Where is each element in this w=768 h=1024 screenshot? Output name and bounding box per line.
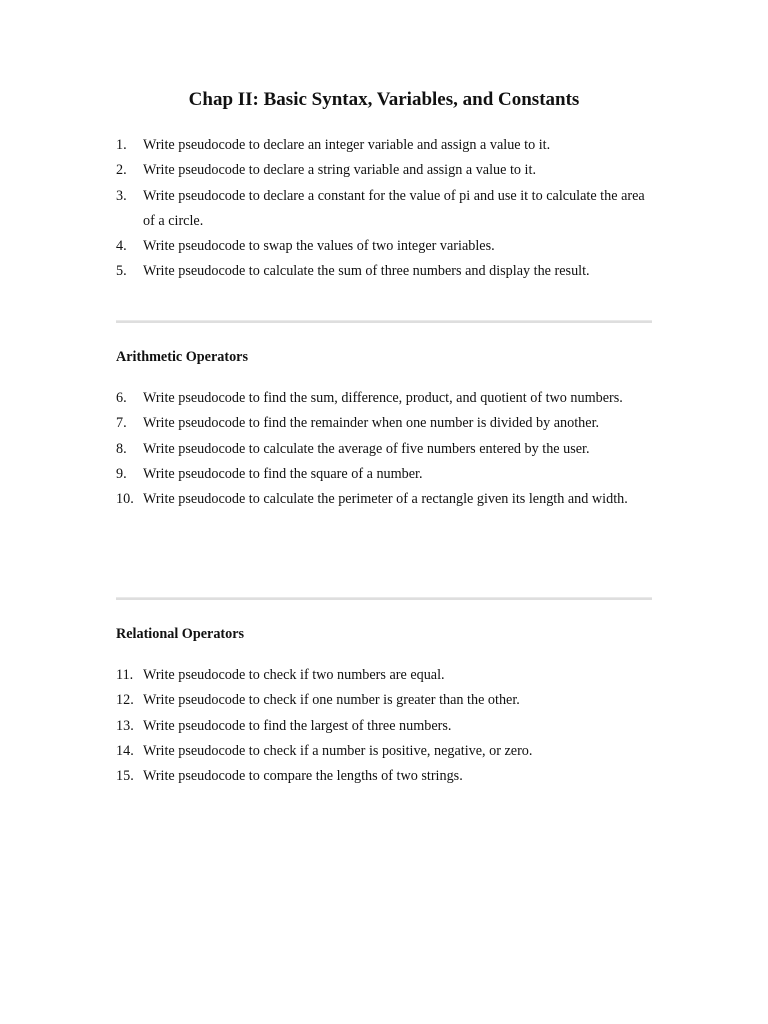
item-text: Write pseudocode to calculate the perimeter of a rectangle given its length and width. — [143, 491, 628, 508]
item-text: Write pseudocode to declare a constant for the value of pi and use it to calculate the area of a circle. — [143, 187, 645, 229]
item-text: Write pseudocode to find the largest of three numbers. — [143, 717, 452, 734]
item-text: Write pseudocode to find the square of a number. — [143, 465, 423, 482]
list-item — [116, 234, 652, 259]
item-text: Write pseudocode to check if one number is greater than the other. — [143, 692, 520, 709]
item-text: Write pseudocode to check if two numbers are equal. — [143, 667, 445, 683]
list-item — [116, 133, 652, 158]
list-item — [116, 259, 652, 284]
list-item — [116, 764, 652, 789]
item-number: 9. — [116, 465, 127, 482]
list-item — [116, 184, 652, 235]
item-number: 4. — [116, 238, 127, 255]
item-text: Write pseudocode to calculate the sum of three numbers and display the result. — [143, 263, 590, 280]
list-item — [116, 411, 652, 436]
item-number: 10. — [116, 491, 134, 508]
item-number: 12. — [116, 692, 134, 709]
question-list-arithmetic — [116, 386, 652, 512]
horizontal-divider — [116, 597, 652, 600]
item-number: 13. — [116, 717, 134, 734]
item-number: 5. — [116, 263, 127, 280]
item-number: 7. — [116, 415, 127, 432]
page-title: Chap II: Basic Syntax, Variables, and Constants — [188, 89, 580, 110]
item-text: Write pseudocode to compare the lengths of two strings. — [143, 768, 463, 785]
list-item — [116, 386, 652, 411]
list-item — [116, 437, 652, 462]
item-text: Write pseudocode to check if a number is positive, negative, or zero. — [143, 742, 533, 759]
list-item — [116, 688, 652, 713]
item-number: 3. — [116, 187, 127, 204]
question-list-relational — [116, 663, 652, 789]
list-item — [116, 739, 652, 764]
item-text: Write pseudocode to find the sum, difference, product, and quotient of two numbers. — [143, 390, 623, 406]
item-text: Write pseudocode to declare an integer variable and assign a value to it. — [143, 137, 551, 153]
question-list-basic-syntax — [116, 133, 652, 285]
item-number: 1. — [116, 137, 127, 153]
list-item — [116, 487, 652, 512]
item-text: Write pseudocode to find the remainder when one number is divided by another. — [143, 415, 600, 432]
section-heading-relational: Relational Operators — [116, 626, 245, 642]
item-number: 2. — [116, 162, 127, 179]
item-number: 6. — [116, 390, 127, 406]
item-text: Write pseudocode to calculate the average of five numbers entered by the user. — [143, 440, 590, 457]
horizontal-divider — [116, 320, 652, 323]
item-text: Write pseudocode to swap the values of two integer variables. — [143, 238, 495, 255]
item-number: 15. — [116, 768, 134, 785]
item-text: Write pseudocode to declare a string variable and assign a value to it. — [143, 162, 536, 179]
list-item — [116, 462, 652, 487]
item-number: 14. — [116, 742, 134, 759]
item-number: 8. — [116, 440, 127, 457]
section-heading-arithmetic: Arithmetic Operators — [116, 349, 248, 365]
list-item — [116, 158, 652, 183]
list-item — [116, 714, 652, 739]
list-item — [116, 663, 652, 688]
item-number: 11. — [116, 667, 134, 683]
